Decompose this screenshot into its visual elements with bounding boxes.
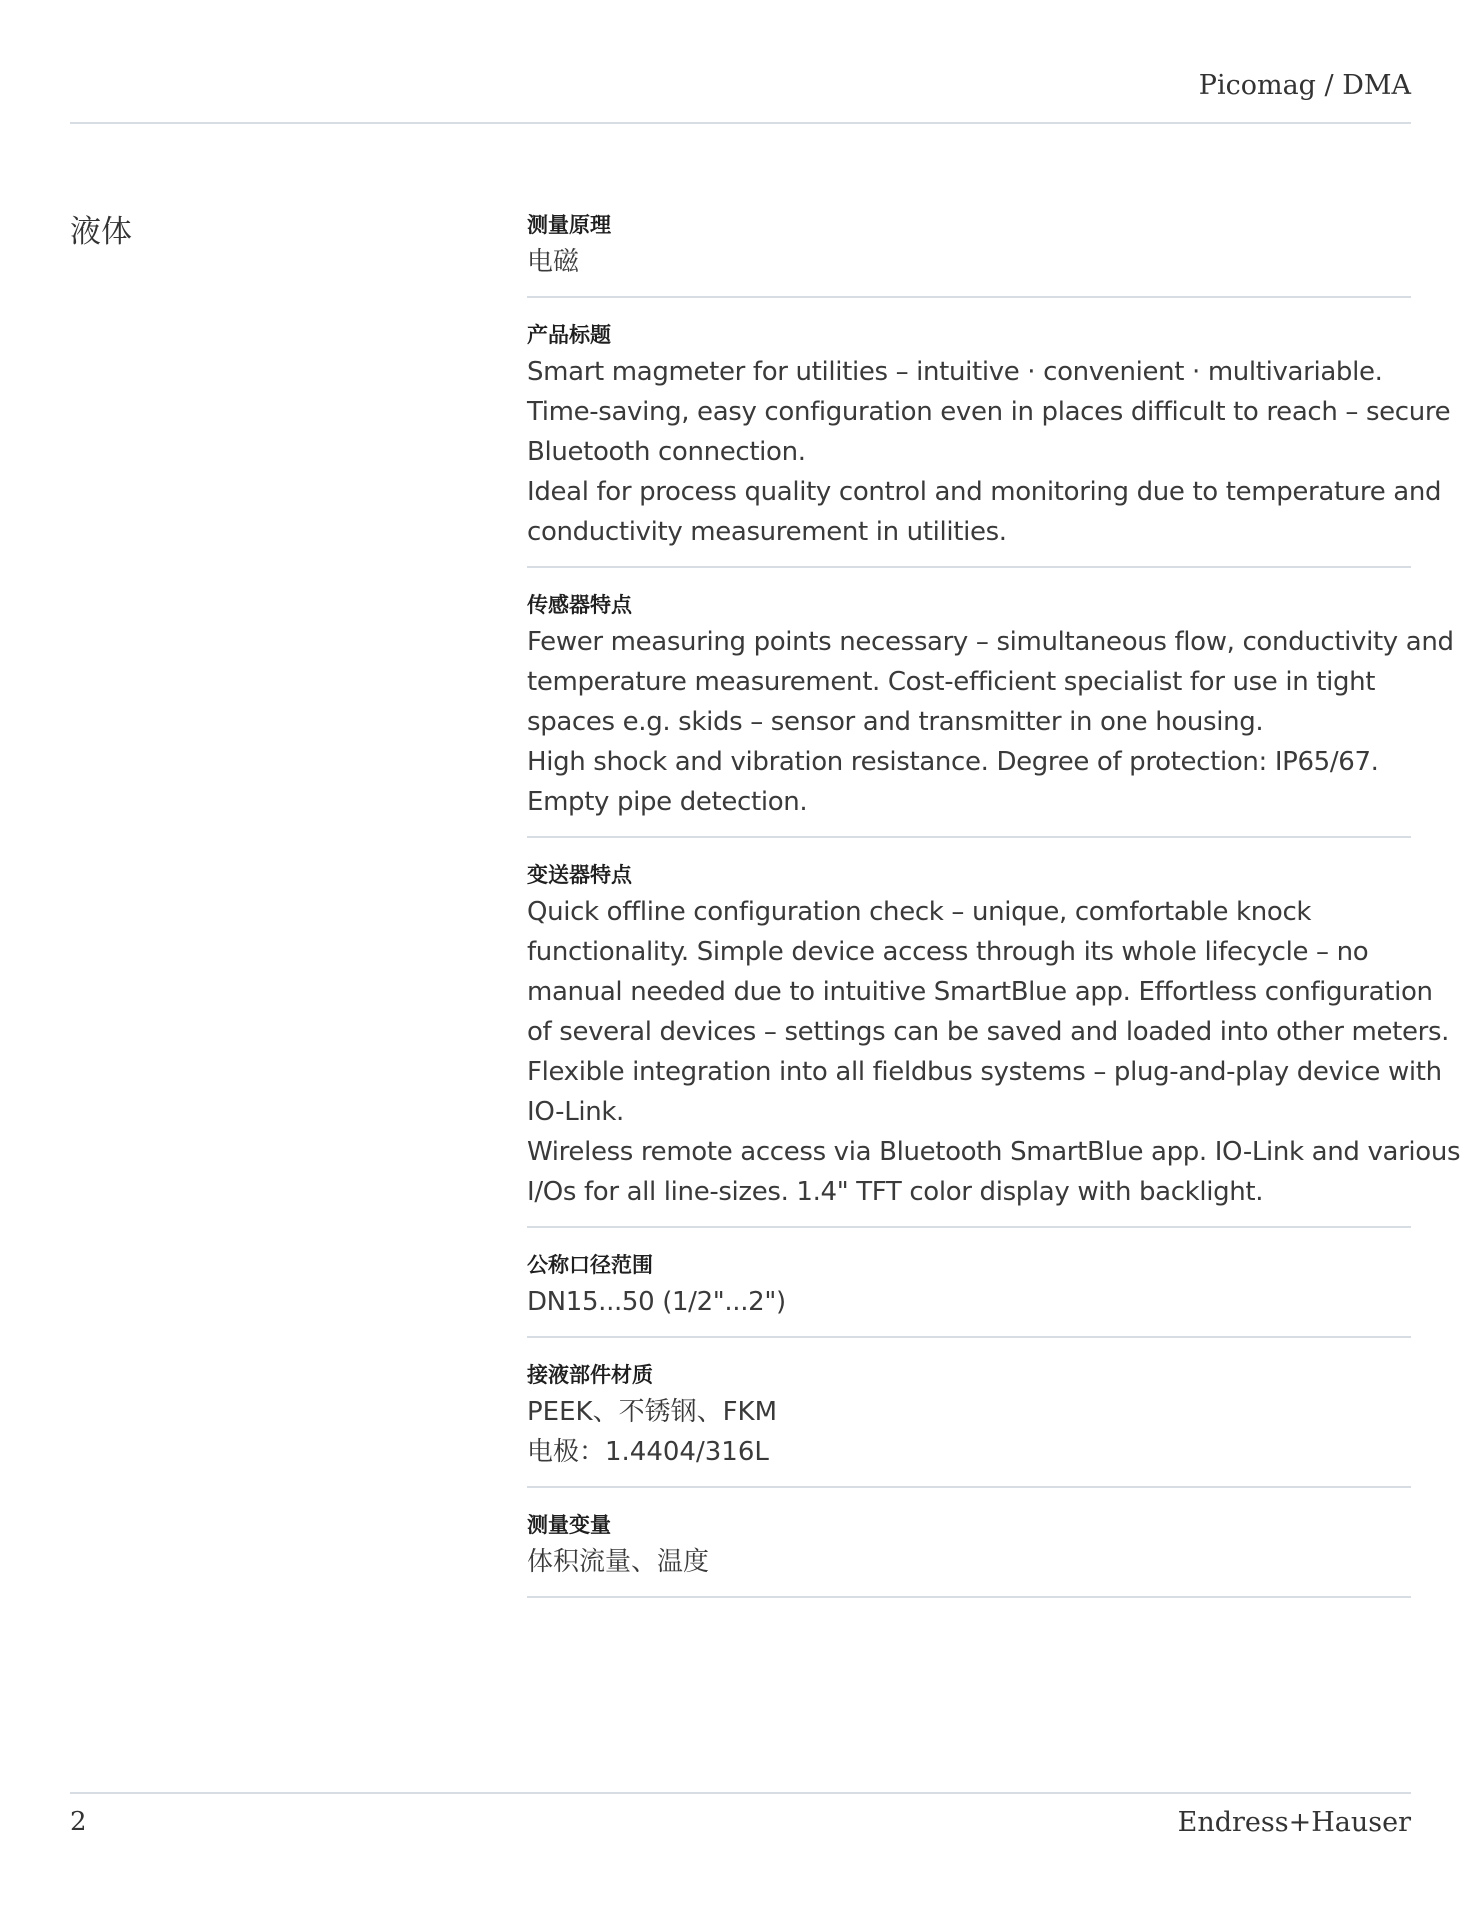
spec-title: 公称口径范围 — [527, 1253, 653, 1277]
header-divider — [70, 122, 1411, 124]
footer-divider — [70, 1792, 1411, 1794]
spec-section-sensor-features — [527, 590, 1454, 838]
spec-line: Bluetooth connection. — [527, 437, 806, 467]
spec-sections — [527, 210, 1461, 1620]
spec-section-wetted-materials — [527, 1360, 1411, 1488]
header-title: Picomag / DMA — [1198, 70, 1411, 101]
spec-line: Time-saving, easy configuration even in places difficult to reach – secure — [527, 397, 1451, 427]
spec-section-nominal-diameter — [527, 1250, 1411, 1338]
spec-line: 电磁 — [527, 247, 580, 277]
spec-title: 产品标题 — [527, 323, 611, 347]
spec-line: Flexible integration into all fieldbus systems – plug-and-play device with — [527, 1057, 1442, 1087]
spec-line: manual needed due to intuitive SmartBlue app. Effortless configuration — [527, 977, 1433, 1007]
spec-line: Quick offline configuration check – unique, comfortable knock — [527, 897, 1312, 927]
spec-line: Smart magmeter for utilities – intuitive · convenient · multivariable. — [527, 357, 1383, 387]
page-number: 2 — [70, 1807, 87, 1837]
spec-title: 测量原理 — [527, 213, 611, 237]
spec-section-measuring-principle — [527, 210, 1411, 298]
spec-title: 接液部件材质 — [527, 1363, 653, 1387]
spec-line: 体积流量、温度 — [527, 1547, 710, 1577]
spec-line: conductivity measurement in utilities. — [527, 517, 1007, 547]
spec-line: High shock and vibration resistance. Degree of protection: IP65/67. — [527, 747, 1379, 777]
spec-line: Fewer measuring points necessary – simultaneous flow, conductivity and — [527, 627, 1454, 657]
spec-section-product-headline — [527, 320, 1451, 568]
spec-line: Ideal for process quality control and monitoring due to temperature and — [527, 477, 1442, 507]
spec-line: 电极：1.4404/316L — [527, 1437, 769, 1467]
spec-title: 测量变量 — [527, 1513, 611, 1537]
spec-line: functionality. Simple device access through its whole lifecycle – no — [527, 937, 1369, 967]
spec-line: of several devices – settings can be saved and loaded into other meters. — [527, 1017, 1450, 1047]
spec-line: Empty pipe detection. — [527, 787, 808, 817]
spec-line: Wireless remote access via Bluetooth SmartBlue app. IO-Link and various — [527, 1137, 1461, 1167]
spec-section-transmitter-features — [527, 860, 1461, 1228]
spec-line: temperature measurement. Cost-efficient specialist for use in tight — [527, 667, 1376, 697]
spec-line: IO-Link. — [527, 1097, 624, 1127]
spec-title: 传感器特点 — [527, 593, 632, 617]
spec-line: spaces e.g. skids – sensor and transmitter in one housing. — [527, 707, 1264, 737]
spec-section-measured-variables — [527, 1510, 1411, 1598]
spec-title: 变送器特点 — [527, 863, 632, 887]
spec-line: DN15...50 (1/2"...2") — [527, 1287, 786, 1317]
section-group-label: 液体 — [70, 214, 132, 250]
spec-line: I/Os for all line-sizes. 1.4" TFT color display with backlight. — [527, 1177, 1264, 1207]
brand-name: Endress+Hauser — [1177, 1807, 1411, 1838]
spec-line: PEEK、不锈钢、FKM — [527, 1397, 778, 1427]
